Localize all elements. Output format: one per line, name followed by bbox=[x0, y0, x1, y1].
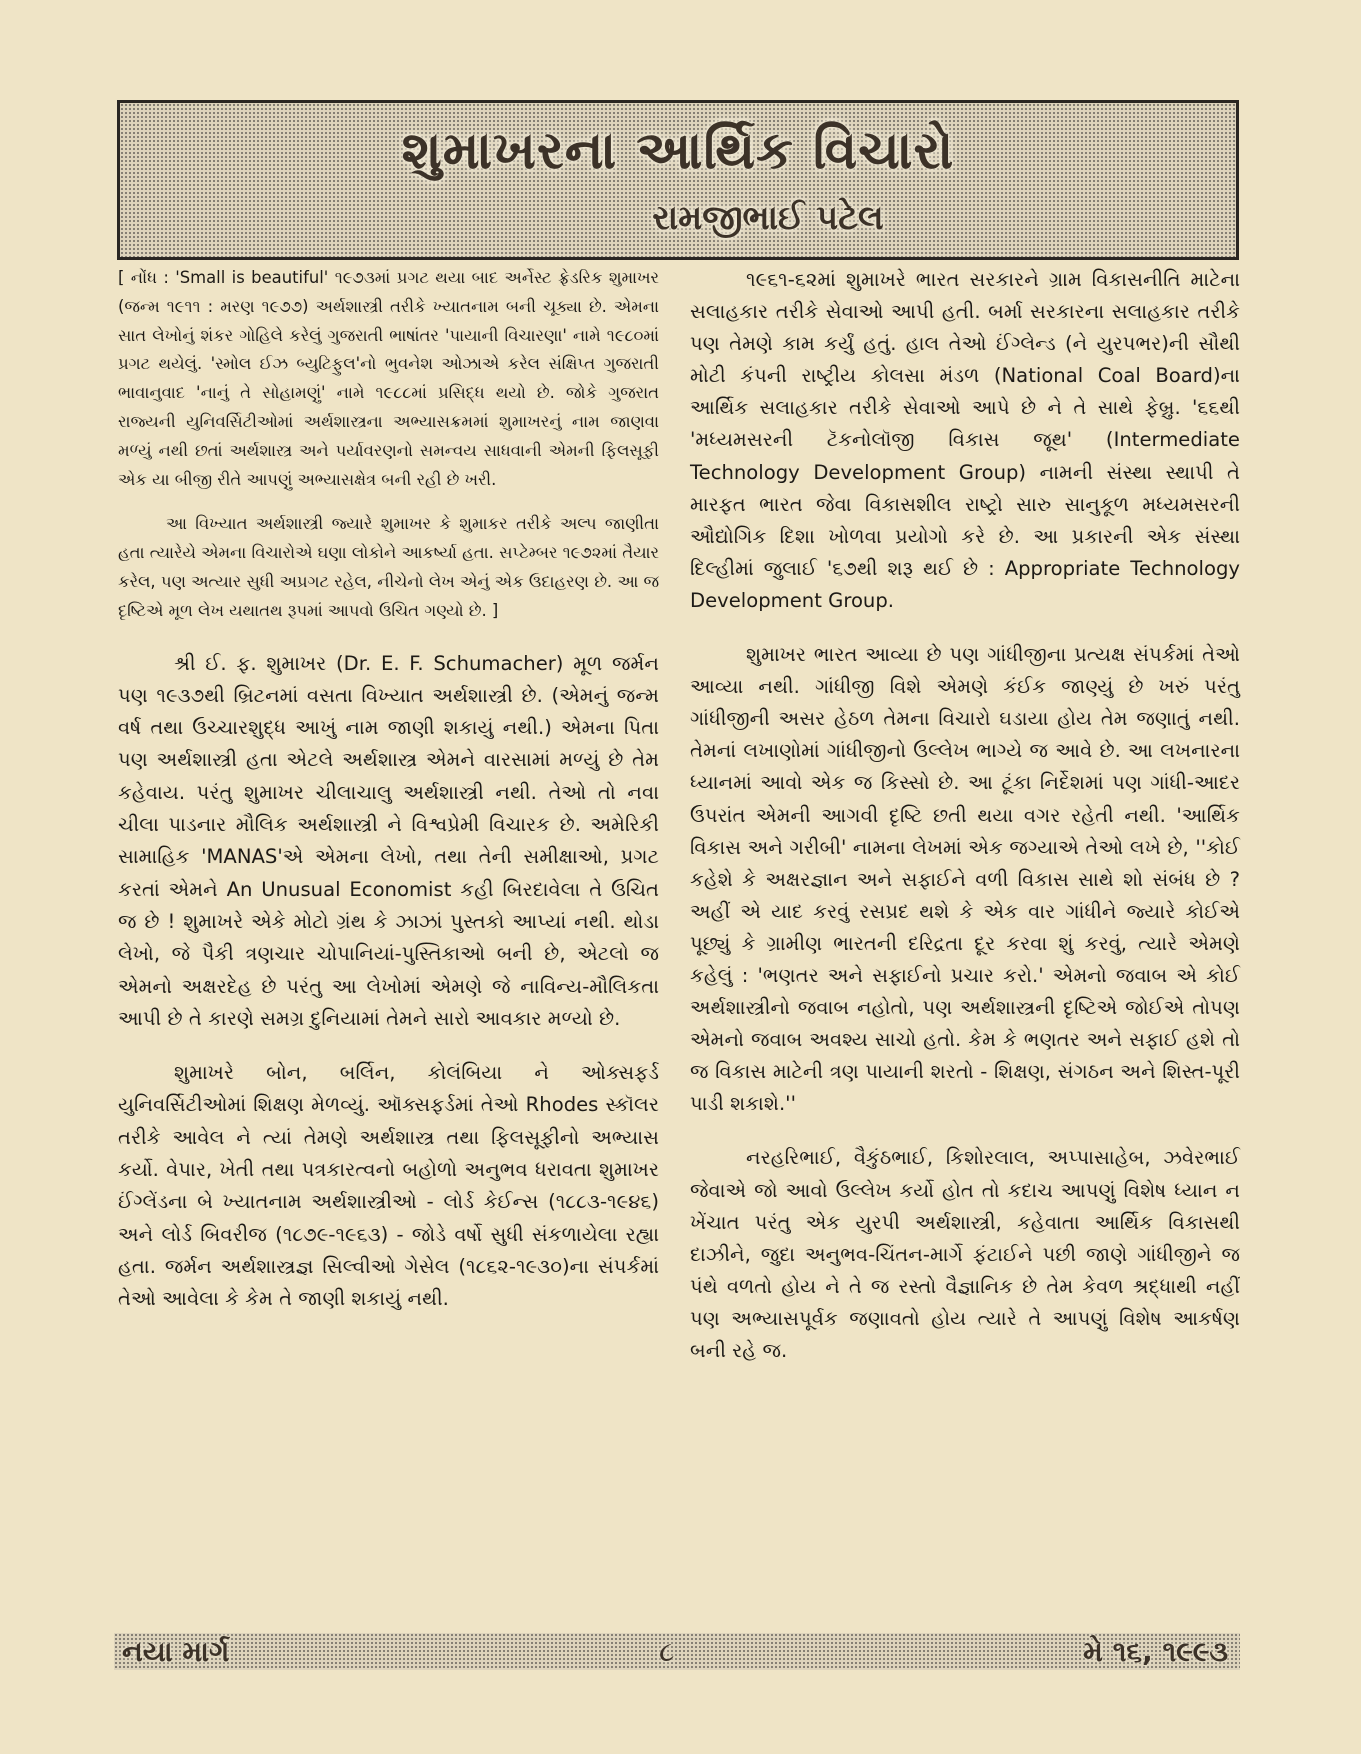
article-author: રામજીભાઈ પટેલ bbox=[652, 198, 884, 238]
body-paragraph: ૧૯૬૧-૬૨માં શુમાખરે ભારત સરકારને ગ્રામ વિકાસનીતિ માટેના સલાહકાર તરીકે સેવાઓ આપી હતી. બર્મા સરકારના સલાહકાર તરીકે પણ તેમણે કામ કર્યું હતું. હાલ તેઓ ઈંગ્લેન્ડ (ને યુરપભર)ની સૌથી મોટી કંપની રાષ્ટ્રીય કોલસા મંડળ (National Coal Board)ના આર્થિક સલાહકાર તરીકે સેવાઓ આપે છે ને તે સાથે ફેબ્રુ. '૬૬થી 'મધ્યમસરની ટૅકનોલૉજી વિકાસ જૂથ' (Intermediate Technology Development Group) નામની સંસ્થા સ્થાપી તે મારફત ભારત જેવા વિકાસશીલ રાષ્ટ્રો સારુ સાનુકૂળ મધ્યમસરની ઔદ્યોગિક દિશા ખોળવા પ્રયોગો કરે છે. આ પ્રકારની એક સંસ્થા દિલ્હીમાં જુલાઈ '૬૭થી શરૂ થઈ છે : Appropriate Technology Development Group. bbox=[690, 268, 1240, 612]
article-title: શુમાખરના આર્થિક વિચારો bbox=[401, 121, 955, 181]
magazine-name: નયા માર્ગ bbox=[122, 1635, 230, 1668]
editor-note-paragraph: [ નોંધ : 'Small is beautiful' ૧૯૭૩માં પ્રગટ થયા બાદ અર્નેસ્ટ ફ્રેડરિક શુમાખર (જન્મ ૧૯૧૧ : મરણ ૧૯૭૭) અર્થશાસ્ત્રી તરીકે ખ્યાતનામ બની ચૂક્યા છે. એમના સાત લેખોનું શંકર ગોહિલે કરેલું ગુજરાતી ભાષાંતર 'પાયાની વિચારણા' નામે ૧૯૮૦માં પ્રગટ થયેલું. 'સ્મોલ ઈઝ બ્યુટિફુલ'નો ભુવનેશ ઓઝાએ કરેલ સંક્ષિપ્ત ગુજરાતી ભાવાનુવાદ 'નાનું તે સોહામણું' નામે ૧૯૮૮માં પ્રસિદ્ધ થયો છે. જોકે ગુજરાત રાજ્યની યુનિવર્સિટીઓમાં અર્થશાસ્ત્રના અભ્યાસક્રમમાં શુમાખરનું નામ જાણવા મળ્યું નથી છતાં અર્થશાસ્ત્ર અને પર્યાવરણનો સમન્વય સાધવાની એમની ફિલસૂફી એક યા બીજી રીતે આપણું અભ્યાસક્ષેત્ર બની રહી છે ખરી. bbox=[118, 268, 659, 489]
body-paragraph: શુમાખર ભારત આવ્યા છે પણ ગાંધીજીના પ્રત્યક્ષ સંપર્કમાં તેઓ આવ્યા નથી. ગાંધીજી વિશે એમણે કંઈક જાણ્યું છે ખરું પરંતુ ગાંધીજીની અસર હેઠળ તેમના વિચારો ઘડાયા હોય તેમ જણાતું નથી. તેમનાં લખાણોમાં ગાંધીજીનો ઉલ્લેખ ભાગ્યે જ આવે છે. આ લખનારના ધ્યાનમાં આવો એક જ કિસ્સો છે. આ ટૂંકા નિર્દેશમાં પણ ગાંધી-આદર ઉપરાંત એમની આગવી દૃષ્ટિ છતી થયા વગર રહેતી નથી. 'આર્થિક વિકાસ અને ગરીબી' નામના લેખમાં એક જગ્યાએ તેઓ લખે છે, ''કોઈ કહેશે કે અક્ષરજ્ઞાન અને સફાઈને વળી વિકાસ સાથે શો સંબંધ છે ? અહીં એ યાદ કરવું રસપ્રદ થશે કે એક વાર ગાંધીને જ્યારે કોઈએ પૂછ્યું કે ગ્રામીણ ભારતની દરિદ્રતા દૂર કરવા શું કરવું, ત્યારે એમણે કહેલું : 'ભણતર અને સફાઈનો પ્રચાર કરો.' એમનો જવાબ એ કોઈ અર્થશાસ્ત્રીનો જવાબ નહોતો, પણ અર્થશાસ્ત્રની દૃષ્ટિએ જોઈએ તોપણ એમનો જવાબ અવશ્ય સાચો હતો. કેમ કે ભણતર અને સફાઈ હશે તો જ વિકાસ માટેની ત્રણ પાયાની શરતો - શિક્ષણ, સંગઠન અને શિસ્ત-પૂરી પાડી શકાશે.'' bbox=[690, 643, 1240, 1116]
page-number: ૮ bbox=[659, 1635, 675, 1668]
article-header-box bbox=[117, 100, 1239, 260]
body-paragraph: શુમાખરે બોન, બર્લિન, કોલંબિયા ને ઓક્સફર્ડ યુનિવર્સિટીઓમાં શિક્ષણ મેળવ્યું. ઑક્સફર્ડમાં તેઓ Rhodes સ્કૉલર તરીકે આવેલ ને ત્યાં તેમણે અર્થશાસ્ત્ર તથા ફિલસૂફીનો અભ્યાસ કર્યો. વેપાર, ખેતી તથા પત્રકારત્વનો બહોળો અનુભવ ધરાવતા શુમાખર ઈંગ્લેંડના બે ખ્યાતનામ અર્થશાસ્ત્રીઓ - લોર્ડ કેઈન્સ (૧૮૮૩-૧૯૪૬) અને લોર્ડ બિવરીજ (૧૮૭૯-૧૯૬૩) - જોડે વર્ષો સુધી સંકળાયેલા રહ્યા હતા. જર્મન અર્થશાસ્ત્રજ્ઞ સિલ્વીઓ ગેસેલ (૧૮૬૨-૧૯૩૦)ના સંપર્કમાં તેઓ આવેલા કે કેમ તે જાણી શકાયું નથી. bbox=[118, 1061, 659, 1311]
editor-note-paragraph: આ વિખ્યાત અર્થશાસ્ત્રી જ્યારે શુમાખર કે શુમાકર તરીકે અલ્પ જાણીતા હતા ત્યારેયે એમના વિચારોએ ઘણા લોકોને આકર્ષ્યા હતા. સપ્ટેમ્બર ૧૯૭૨માં તૈયાર કરેલ, પણ અત્યાર સુધી અપ્રગટ રહેલ, નીચેનો લેખ એનું એક ઉદાહરણ છે. આ જ દૃષ્ટિએ મૂળ લેખ યથાતથ રૂપમાં આપવો ઉચિત ગણ્યો છે. ] bbox=[118, 514, 659, 620]
right-column bbox=[690, 264, 1240, 1367]
body-paragraph: શ્રી ઈ. ફ. શુમાખર (Dr. E. F. Schumacher) મૂળ જર્મન પણ ૧૯૩૭થી બ્રિટનમાં વસતા વિખ્યાત અર્થશાસ્ત્રી છે. (એમનું જન્મ વર્ષ તથા ઉચ્ચારશુદ્ધ આખું નામ જાણી શકાયું નથી.) એમના પિતા પણ અર્થશાસ્ત્રી હતા એટલે અર્થશાસ્ત્ર એમને વારસામાં મળ્યું છે તેમ કહેવાય. પરંતુ શુમાખર ચીલાચાલુ અર્થશાસ્ત્રી નથી. તેઓ તો નવા ચીલા પાડનાર મૌલિક અર્થશાસ્ત્રી ને વિશ્વપ્રેમી વિચારક છે. અમેરિકી સામાહિક 'MANAS'એ એમના લેખો, તથા તેની સમીક્ષાઓ, પ્રગટ કરતાં એમને An Unusual Economist કહી બિરદાવેલા તે ઉચિત જ છે ! શુમાખરે એકે મોટો ગ્રંથ કે ઝાઝાં પુસ્તકો આપ્યાં નથી. થોડા લેખો, જે પૈકી ત્રણચાર ચોપાનિયાં-પુસ્તિકાઓ બની છે, એટલો જ એમનો અક્ષરદેહ છે પરંતુ આ લેખોમાં એમણે જે નાવિન્ય-મૌલિકતા આપી છે તે કારણે સમગ્ર દુનિયામાં તેમને સારો આવકાર મળ્યો છે. bbox=[118, 651, 659, 1030]
page-footer bbox=[114, 1633, 1240, 1670]
issue-date: મે ૧૬, ૧૯૯૩ bbox=[1083, 1635, 1228, 1668]
left-column bbox=[118, 264, 659, 1316]
body-paragraph: નરહરિભાઈ, વૈકુંઠભાઈ, કિશોરલાલ, અપ્પાસાહેબ, ઝવેરભાઈ જેવાએ જો આવો ઉલ્લેખ કર્યો હોત તો કદાચ આપણું વિશેષ ધ્યાન ન ખેંચાત પરંતુ એક યુરપી અર્થશાસ્ત્રી, કહેવાતા આર્થિક વિકાસથી દાઝીને, જુદા અનુભવ-ચિંતન-માર્ગે ફંટાઈને પછી જાણે ગાંધીજીને જ પંથે વળતો હોય ને તે જ રસ્તો વૈજ્ઞાનિક છે તેમ કેવળ શ્રદ્ધાથી નહીં પણ અભ્યાસપૂર્વક જણાવતો હોય ત્યારે તે આપણું વિશેષ આકર્ષણ બની રહે જ. bbox=[690, 1146, 1240, 1362]
